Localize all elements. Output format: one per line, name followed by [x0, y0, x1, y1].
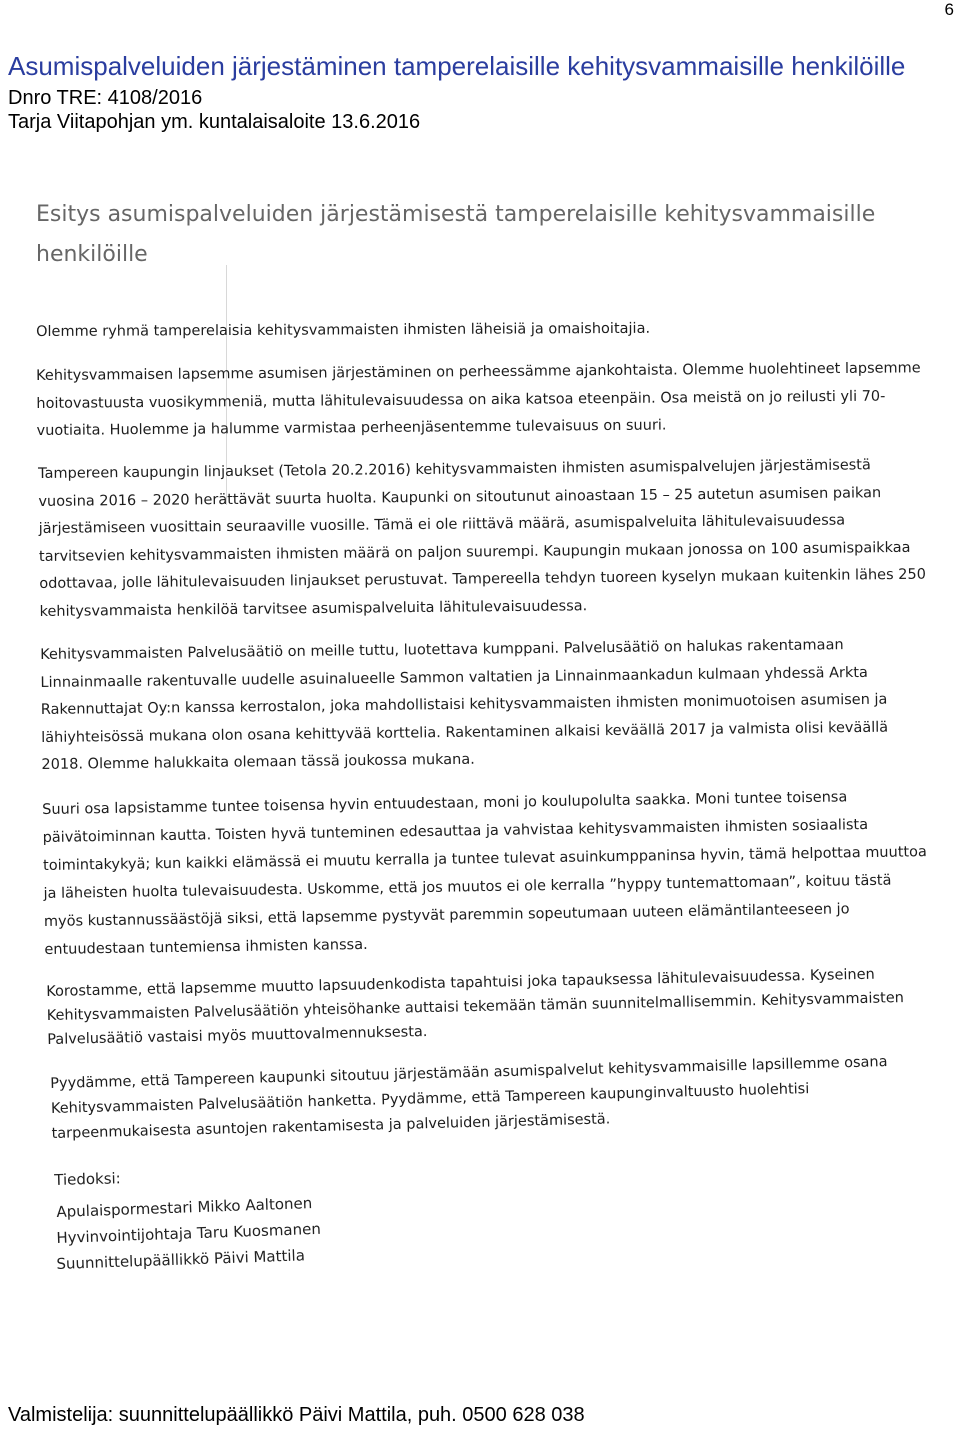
- page-number: 6: [944, 0, 954, 19]
- recipient-name: Hyvinvointijohtaja Taru Kuosmanen: [56, 1219, 322, 1247]
- preparer-footer: Valmistelija: suunnittelupäällikkö Päivi Mattila, puh. 0500 628 038: [8, 1404, 585, 1426]
- letter-paragraph: Pyydämme, että Tampereen kaupunki sitoutuu järjestämään asumispalvelut kehitysvammaisille lapsillemme osana Kehitysvammaisten Palvelusäätiön hanketta. Pyydämme, että Tampereen kaupunginvaltuusto huolehtisi tarpeenmukaisesta asuntojen rakentamisesta ja palveluiden järjestämisestä.: [50, 1053, 888, 1142]
- recipient-name: Apulaispormestari Mikko Aaltonen: [56, 1193, 313, 1221]
- tiedoksi-label: Tiedoksi:: [54, 1168, 121, 1189]
- dnro-number: Dnro TRE: 4108/2016: [8, 87, 203, 109]
- scanned-letter: [30, 195, 930, 1375]
- document-header: [8, 50, 948, 134]
- letter-paragraph: Kehitysvammaisen lapsemme asumisen järjestäminen on perheessämme ajankohtaista. Olemme huolehtineet lapsemme hoitovastuusta vuosikymmeniä, mutta lähitulevaisuudessa on aika katsoa eteenpäin. Osa meistä on jo reilusti yli 70-vuotiaita. Huolemme ja halumme varmistaa perheenjäsentemme tulevaisuus on suuri.: [36, 359, 921, 439]
- letter-paragraph: Olemme ryhmä tamperelaisia kehitysvammaisten ihmisten läheisiä ja omaishoitajia.: [36, 320, 651, 340]
- letter-paragraph: Kehitysvammaisten Palvelusäätiö on meille tuttu, luotettava kumppani. Palvelusäätiö on halukas rakentamaan Linnainmaalle rakentuvalle uudelle asuinalueelle Sammon valtatien ja Linnainmaankadun kulmaan yhdessä Arkta Rakennuttajat Oy:n kanssa kerrostalon, joka mahdollistaisi kehitysvammaisten ihmisten monimuotoisen asumisen ja lähiyhteisössä mukana olon osana kehittyvää korttelia. Rakentaminen alkaisi keväällä 2017 ja valmista olisi keväällä 2018. Olemme halukkaita olemaan tässä joukossa mukana.: [40, 637, 889, 773]
- letter-title: Esitys asumispalveluiden järjestämisestä tamperelaisille kehitysvammaisille henkilöille: [36, 202, 876, 267]
- letter-paragraph: Korostamme, että lapsemme muutto lapsuudenkodista tapahtuisi joka tapauksessa lähitulevaisuudessa. Kyseinen Kehitysvammaisten Palvelusäätiön yhteisöhanke auttaisi tekemään tämän suunnitelmallisemmin. Kehitysvammaisten Palvelusäätiö vastaisi myös muuttovalmennuksesta.: [46, 966, 905, 1048]
- letter-paragraph: Suuri osa lapsistamme tuntee toisensa hyvin entuudestaan, moni jo koulupolulta saakka. Moni tuntee toisensa päivätoiminnan kautta. Toisten hyvä tunteminen edesauttaa ja vahvistaa kehitysvammaisten ihmisten sosiaalista toimintakykyä; kun kaikki elämässä ei muutu kerralla ja tuntee tulevat asuinkumppaninsa hyvin, tämä helpottaa muuttoa ja läheisten huolta tulevaisuudesta. Uskomme, että jos muutos ei ole kerralla ”hyppy tuntemattomaan”, koituu tästä myös kustannussäästöjä siksi, että lapsemme pystyvät paremmin sopeutumaan uuteen elämäntilanteeseen jo entuudestaan tuntemiensa ihmisten kanssa.: [42, 788, 928, 958]
- letter-paragraph: Tampereen kaupungin linjaukset (Tetola 20.2.2016) kehitysvammaisten ihmisten asumispalvelujen järjestämisestä vuosina 2016 – 2020 herättävät suurta huolta. Kaupunki on sitoutunut ainoastaan 15 – 25 autetun asumisen paikan järjestämiseen vuosittain seuraaville vuosille. Tämä ei ole riittävä määrä, asumispalveluita lähitulevaisuudessa tarvitsevien kehitysvammaisten ihmisten määrä on paljon suurempi. Kaupungin mukaan jonossa on 100 asumispaikkaa odottavaa, jolle lähitulevaisuuden linjaukset perustuvat. Tampereella tehdyn tuoreen kyselyn mukaan kuitenkin lähes 250 kehitysvammaista henkilöä tarvitsee asumispalveluita lähitulevaisuudessa.: [38, 457, 926, 620]
- document-title: Asumispalveluiden järjestäminen tamperelaisille kehitysvammaisille henkilöille: [8, 51, 906, 81]
- recipient-name: Suunnittelupäällikkö Päivi Mattila: [56, 1245, 306, 1273]
- initiative-reference: Tarja Viitapohjan ym. kuntalaisaloite 13.6.2016: [8, 111, 421, 133]
